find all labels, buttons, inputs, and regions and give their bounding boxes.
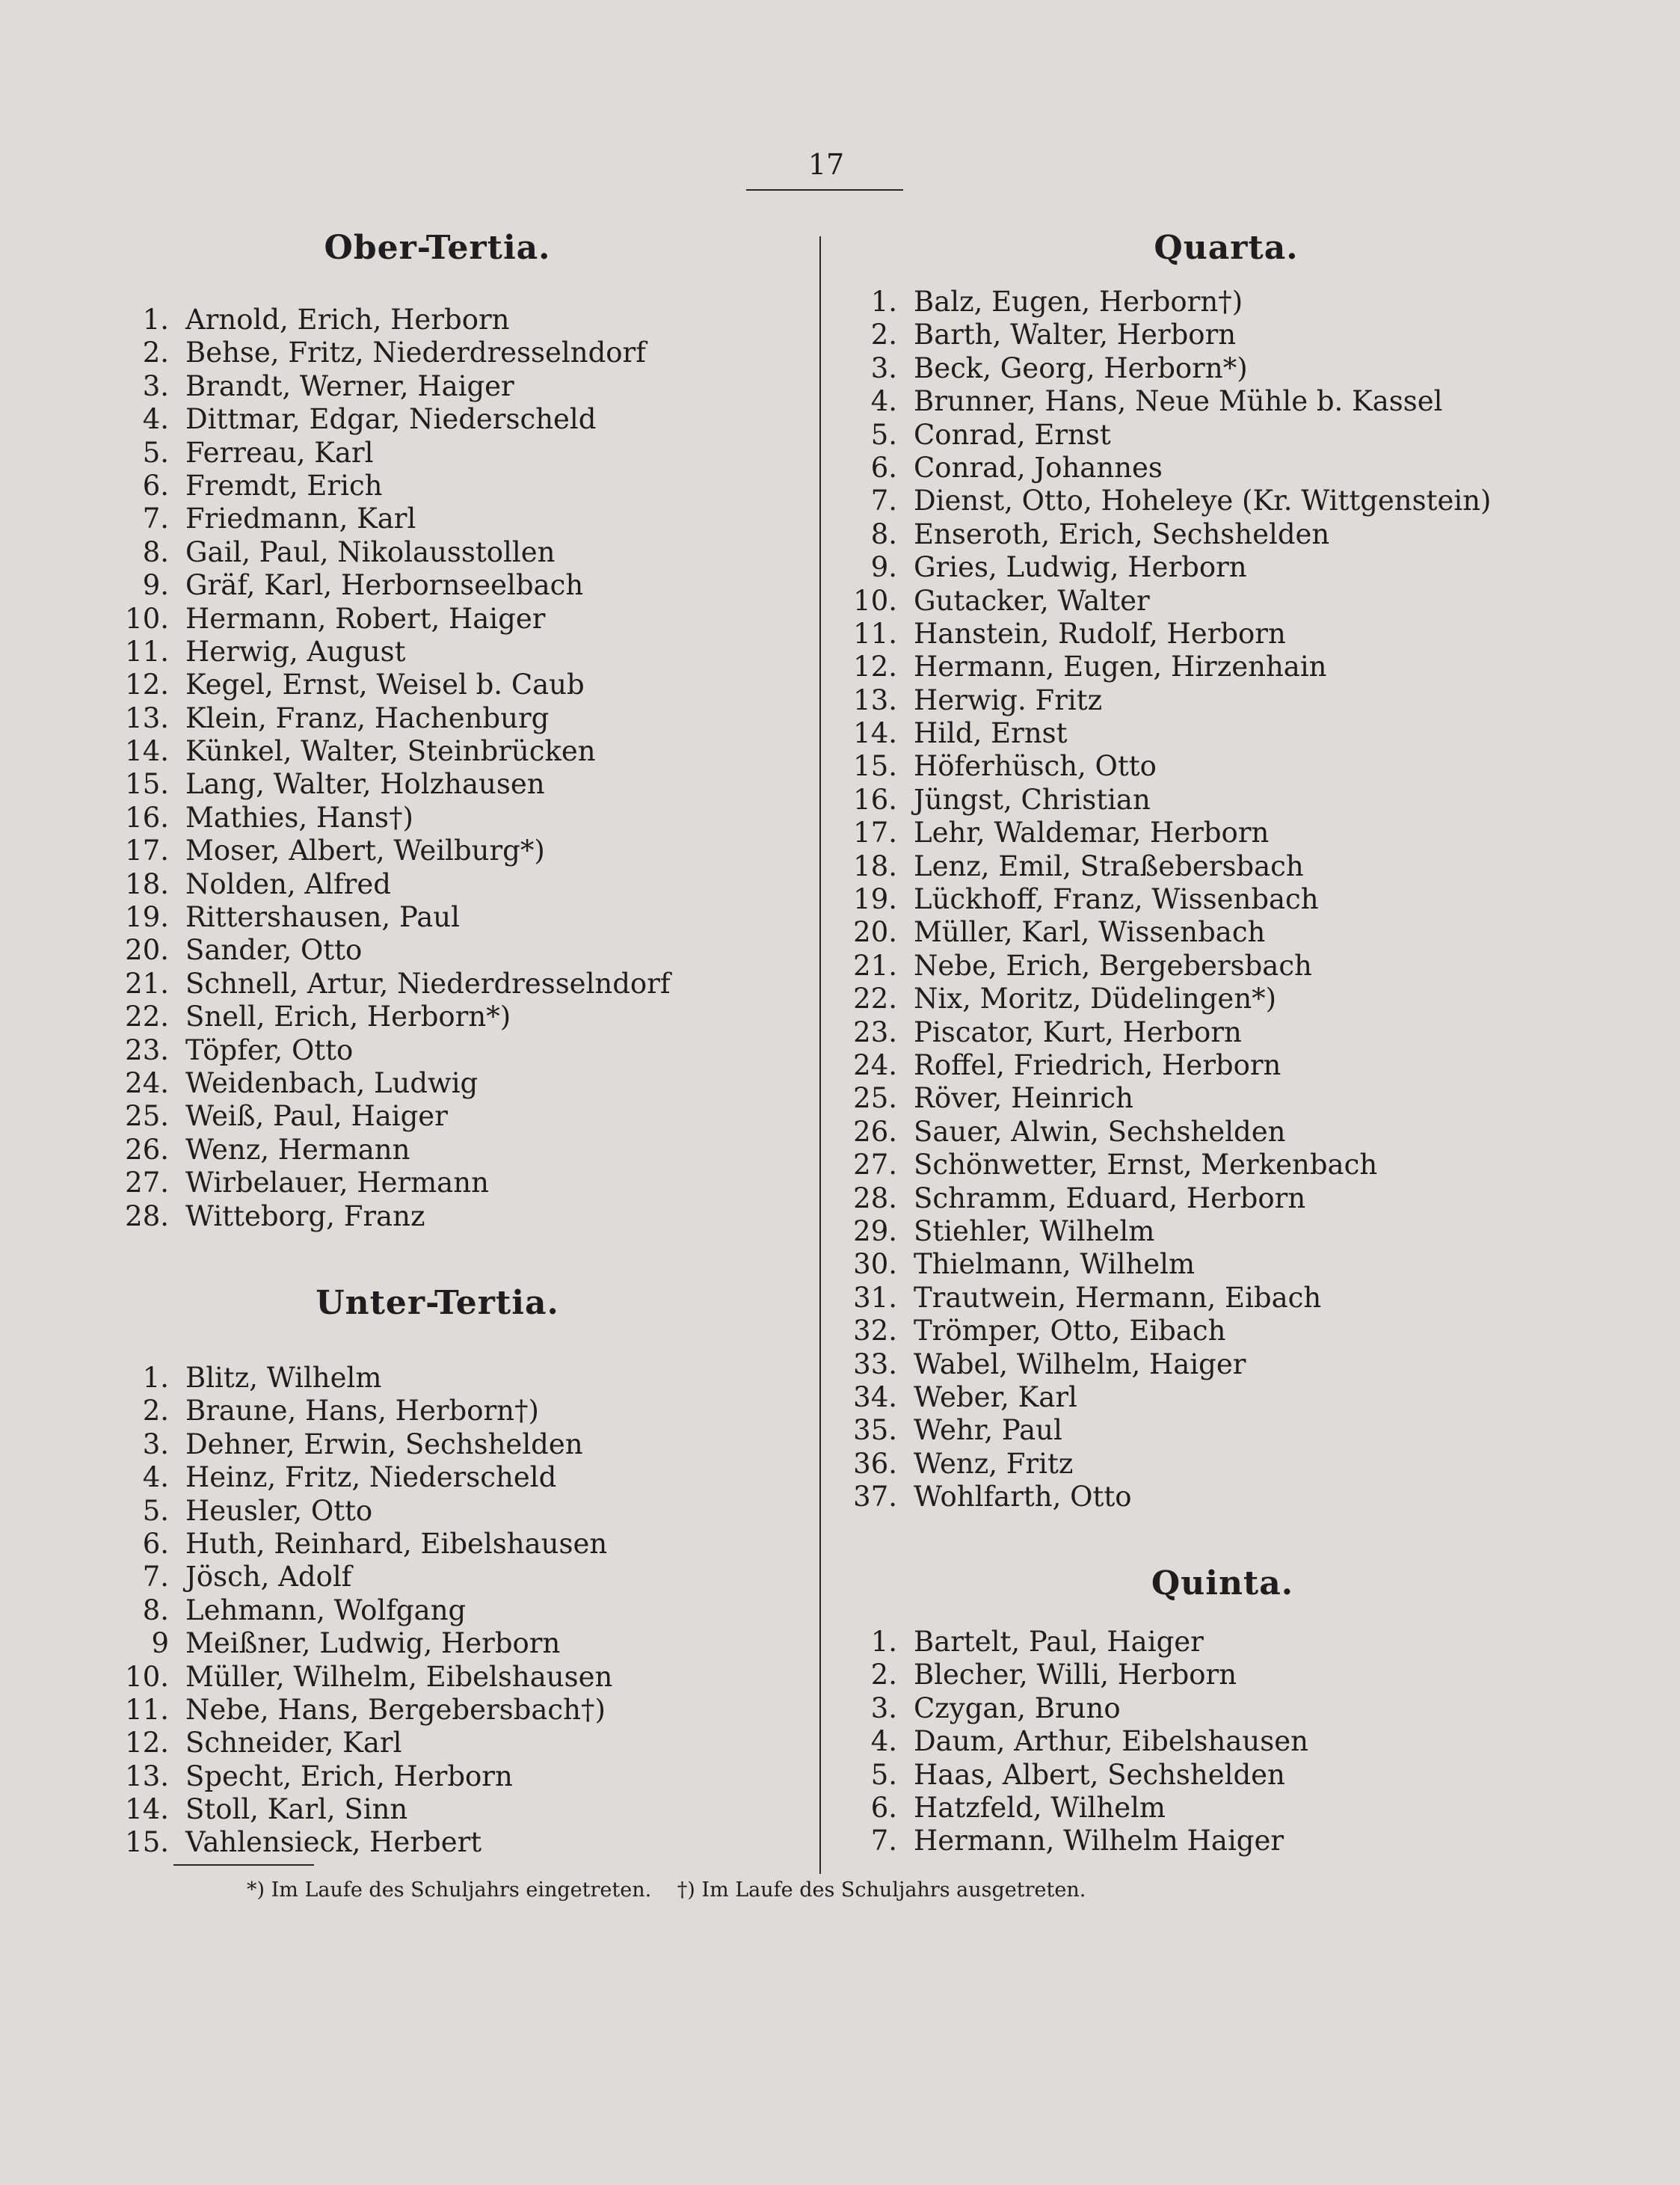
entry-number: 11.: [853, 617, 897, 650]
student-name: Wehr, Paul: [914, 1414, 1062, 1447]
student-entry: [822, 1315, 1645, 1347]
entry-number: 6.: [142, 1527, 169, 1560]
student-name: Moser, Albert, Weilburg*): [185, 835, 545, 867]
student-entry: [822, 750, 1645, 783]
student-entry: [67, 1067, 740, 1100]
student-entry: [822, 319, 1645, 351]
student-name: Snell, Erich, Herborn*): [185, 1001, 511, 1033]
student-entry: [67, 1594, 740, 1627]
student-entry: [67, 669, 740, 701]
footnote-rule: [173, 1864, 314, 1866]
entry-number: 17.: [125, 835, 169, 867]
student-entry: [822, 1182, 1645, 1215]
student-entry: [822, 1659, 1645, 1691]
section-quarta: [822, 229, 1645, 1513]
student-name: Hatzfeld, Wilhelm: [914, 1791, 1166, 1824]
student-entry: [67, 503, 740, 535]
student-name: Stiehler, Wilhelm: [914, 1214, 1155, 1247]
entry-number: 13.: [125, 1760, 169, 1792]
entry-number: 12.: [125, 669, 169, 701]
student-entry: [67, 1661, 740, 1694]
student-entry: [822, 1626, 1645, 1659]
student-entry: [822, 452, 1645, 485]
student-name: Gutacker, Walter: [914, 584, 1150, 617]
student-entry: [67, 968, 740, 1001]
student-name: Beck, Georg, Herborn*): [914, 351, 1248, 384]
student-entry: [67, 1362, 740, 1395]
entry-number: 2.: [142, 336, 169, 369]
entry-number: 1.: [142, 304, 169, 336]
entry-number: 7.: [870, 485, 897, 517]
entry-number: 9: [151, 1627, 169, 1660]
student-entry: [822, 1381, 1645, 1414]
entry-number: 27.: [853, 1149, 897, 1181]
student-name: Ferreau, Karl: [185, 436, 374, 469]
entry-number: 16.: [853, 783, 897, 816]
student-name: Lehmann, Wolfgang: [185, 1594, 467, 1626]
student-name: Dehner, Erwin, Sechshelden: [185, 1428, 583, 1460]
student-entry: [67, 1727, 740, 1760]
student-name: Künkel, Walter, Steinbrücken: [185, 735, 596, 768]
student-entry: [67, 536, 740, 569]
student-name: Hermann, Eugen, Hirzenhain: [914, 651, 1327, 683]
student-name: Friedmann, Karl: [185, 503, 416, 535]
entry-number: 18.: [125, 867, 169, 900]
entry-number: 24.: [853, 1048, 897, 1081]
student-name: Sauer, Alwin, Sechshelden: [914, 1115, 1286, 1148]
student-entry: [822, 1215, 1645, 1248]
student-entry: [822, 385, 1645, 418]
student-name: Sander, Otto: [185, 934, 363, 967]
student-entry: [822, 1149, 1645, 1181]
section-unter-tertia: [67, 1284, 740, 1860]
student-name: Herwig. Fritz: [914, 683, 1103, 716]
student-name: Fremdt, Erich: [185, 469, 383, 502]
student-entry: [67, 901, 740, 934]
student-entry: [67, 802, 740, 835]
student-entry: [822, 1282, 1645, 1315]
entry-number: 5.: [142, 1494, 169, 1527]
student-name: Wabel, Wilhelm, Haiger: [914, 1347, 1246, 1380]
student-list-unter-tertia: [67, 1362, 740, 1860]
footnote-entered: *) Im Laufe des Schuljahrs eingetreten.: [247, 1878, 652, 1902]
column-divider: [819, 236, 821, 1874]
entry-number: 10.: [125, 1660, 169, 1693]
student-entry: [822, 585, 1645, 618]
student-entry: [822, 1448, 1645, 1481]
page-number-rule: [746, 189, 903, 191]
student-name: Nix, Moritz, Düdelingen*): [914, 983, 1277, 1015]
entry-number: 9.: [870, 551, 897, 584]
student-entry: [67, 304, 740, 336]
student-list-ober-tertia: [67, 304, 740, 1233]
student-entry: [67, 470, 740, 503]
student-entry: [67, 636, 740, 669]
entry-number: 2.: [870, 319, 897, 351]
student-name: Gräf, Karl, Herbornseelbach: [185, 569, 584, 602]
entry-number: 33.: [853, 1347, 897, 1380]
student-name: Meißner, Ludwig, Herborn: [185, 1627, 561, 1660]
entry-number: 3.: [870, 1691, 897, 1724]
entry-number: 3.: [870, 351, 897, 384]
entry-number: 21.: [853, 949, 897, 982]
entry-number: 19.: [853, 883, 897, 916]
student-name: Wenz, Hermann: [185, 1133, 410, 1166]
student-entry: [67, 1826, 740, 1859]
entry-number: 28.: [125, 1199, 169, 1232]
student-name: Müller, Karl, Wissenbach: [914, 916, 1266, 949]
student-entry: [822, 916, 1645, 949]
entry-number: 1.: [870, 286, 897, 318]
entry-number: 5.: [870, 1758, 897, 1791]
entry-number: 7.: [142, 1561, 169, 1594]
student-entry: [822, 352, 1645, 385]
student-entry: [67, 1793, 740, 1826]
student-name: Nebe, Hans, Bergebersbach†): [185, 1693, 606, 1726]
entry-number: 16.: [125, 801, 169, 834]
entry-number: 6.: [870, 1791, 897, 1824]
entry-number: 26.: [125, 1133, 169, 1166]
student-name: Heusler, Otto: [185, 1494, 373, 1527]
student-entry: [822, 717, 1645, 750]
student-entry: [67, 1100, 740, 1133]
student-name: Dittmar, Edgar, Niederscheld: [185, 403, 597, 436]
entry-number: 4.: [142, 403, 169, 436]
student-name: Haas, Albert, Sechshelden: [914, 1758, 1285, 1791]
entry-number: 20.: [125, 934, 169, 967]
entry-number: 14.: [125, 1793, 169, 1826]
entry-number: 7.: [142, 503, 169, 535]
section-title-unter-tertia: Unter-Tertia.: [316, 1284, 559, 1322]
student-entry: [67, 1200, 740, 1233]
student-name: Mathies, Hans†): [185, 801, 413, 834]
student-name: Hermann, Wilhelm Haiger: [914, 1825, 1284, 1857]
entry-number: 7.: [870, 1825, 897, 1857]
entry-number: 12.: [125, 1727, 169, 1760]
entry-number: 2.: [142, 1395, 169, 1428]
entry-number: 23.: [853, 1015, 897, 1048]
entry-number: 8.: [142, 535, 169, 568]
student-name: Röver, Heinrich: [914, 1082, 1133, 1115]
student-entry: [67, 1167, 740, 1199]
entry-number: 11.: [125, 1693, 169, 1726]
student-name: Gries, Ludwig, Herborn: [914, 551, 1247, 584]
entry-number: 8.: [142, 1594, 169, 1626]
student-name: Rittershausen, Paul: [185, 901, 460, 934]
student-entry: [67, 934, 740, 967]
entry-number: 31.: [853, 1281, 897, 1314]
entry-number: 28.: [853, 1181, 897, 1214]
student-entry: [67, 702, 740, 735]
student-name: Arnold, Erich, Herborn: [185, 304, 510, 336]
student-list-quarta: [822, 286, 1645, 1513]
section-quinta: [822, 1564, 1645, 1858]
student-entry: [822, 286, 1645, 319]
student-entry: [67, 835, 740, 867]
student-entry: [67, 1627, 740, 1660]
student-name: Bartelt, Paul, Haiger: [914, 1626, 1204, 1658]
entry-number: 18.: [853, 849, 897, 882]
student-entry: [822, 1692, 1645, 1725]
student-entry: [67, 336, 740, 369]
student-name: Kegel, Ernst, Weisel b. Caub: [185, 669, 585, 701]
entry-number: 25.: [853, 1082, 897, 1115]
student-name: Barth, Walter, Herborn: [914, 319, 1237, 351]
student-name: Lang, Walter, Holzhausen: [185, 768, 545, 801]
page-number: 17: [807, 148, 845, 181]
entry-number: 22.: [125, 1001, 169, 1033]
student-name: Klein, Franz, Hachenburg: [185, 701, 550, 734]
section-title-quinta: Quinta.: [1151, 1564, 1294, 1602]
student-entry: [822, 1248, 1645, 1281]
student-name: Dienst, Otto, Hoheleye (Kr. Wittgenstein): [914, 485, 1492, 517]
student-name: Schneider, Karl: [185, 1727, 402, 1760]
student-entry: [67, 1034, 740, 1067]
entry-number: 3.: [142, 1428, 169, 1460]
student-entry: [822, 485, 1645, 517]
entry-number: 22.: [853, 983, 897, 1015]
entry-number: 4.: [870, 1725, 897, 1758]
student-entry: [822, 1414, 1645, 1447]
student-name: Jüngst, Christian: [914, 783, 1151, 816]
student-name: Lehr, Waldemar, Herborn: [914, 817, 1270, 849]
student-entry: [67, 735, 740, 768]
footnotes: [247, 1878, 1105, 1902]
student-entry: [822, 817, 1645, 849]
entry-number: 24.: [125, 1066, 169, 1099]
student-entry: [822, 1116, 1645, 1149]
student-name: Herwig, August: [185, 635, 406, 668]
student-name: Balz, Eugen, Herborn†): [914, 286, 1243, 318]
student-name: Vahlensieck, Herbert: [185, 1826, 482, 1859]
entry-number: 19.: [125, 901, 169, 934]
student-name: Conrad, Johannes: [914, 451, 1163, 484]
entry-number: 1.: [870, 1626, 897, 1658]
entry-number: 4.: [870, 385, 897, 418]
student-entry: [822, 1016, 1645, 1049]
student-name: Weiß, Paul, Haiger: [185, 1100, 448, 1133]
entry-number: 5.: [870, 418, 897, 451]
student-entry: [67, 1395, 740, 1428]
entry-number: 14.: [853, 717, 897, 750]
student-entry: [822, 618, 1645, 651]
entry-number: 6.: [142, 469, 169, 502]
student-name: Stoll, Karl, Sinn: [185, 1793, 408, 1826]
section-title-quarta: Quarta.: [1154, 229, 1299, 267]
student-name: Wirbelauer, Hermann: [185, 1167, 489, 1199]
entry-number: 34.: [853, 1380, 897, 1413]
entry-number: 1.: [142, 1362, 169, 1394]
student-name: Hild, Ernst: [914, 717, 1068, 750]
entry-number: 10.: [125, 602, 169, 635]
entry-number: 10.: [853, 584, 897, 617]
student-entry: [822, 518, 1645, 551]
student-entry: [822, 784, 1645, 817]
section-title-ober-tertia: Ober-Tertia.: [324, 229, 551, 267]
student-name: Behse, Fritz, Niederdresselndorf: [185, 336, 646, 369]
entry-number: 15.: [125, 768, 169, 801]
student-name: Lückhoff, Franz, Wissenbach: [914, 883, 1319, 916]
student-list-quinta: [822, 1626, 1645, 1858]
student-entry: [822, 1481, 1645, 1513]
student-name: Schönwetter, Ernst, Merkenbach: [914, 1149, 1378, 1181]
student-name: Schnell, Artur, Niederdresselndorf: [185, 967, 671, 1000]
student-name: Höferhüsch, Otto: [914, 750, 1157, 783]
student-name: Schramm, Eduard, Herborn: [914, 1181, 1306, 1214]
student-name: Trautwein, Hermann, Eibach: [914, 1281, 1322, 1314]
student-entry: [822, 1725, 1645, 1758]
entry-number: 3.: [142, 369, 169, 402]
entry-number: 17.: [853, 817, 897, 849]
student-entry: [822, 1759, 1645, 1792]
student-entry: [822, 950, 1645, 983]
student-name: Daum, Arthur, Eibelshausen: [914, 1725, 1308, 1758]
student-name: Enseroth, Erich, Sechshelden: [914, 517, 1330, 550]
student-entry: [822, 551, 1645, 584]
student-name: Piscator, Kurt, Herborn: [914, 1015, 1242, 1048]
entry-number: 15.: [853, 750, 897, 783]
student-name: Roffel, Friedrich, Herborn: [914, 1048, 1281, 1081]
student-entry: [67, 1760, 740, 1793]
entry-number: 5.: [142, 436, 169, 469]
entry-number: 21.: [125, 967, 169, 1000]
entry-number: 32.: [853, 1315, 897, 1347]
student-name: Blecher, Willi, Herborn: [914, 1659, 1237, 1691]
student-name: Blitz, Wilhelm: [185, 1362, 382, 1394]
entry-number: 30.: [853, 1248, 897, 1281]
footnote-left: †) Im Laufe des Schuljahrs ausgetreten.: [677, 1878, 1086, 1902]
student-entry: [67, 603, 740, 636]
student-entry: [822, 684, 1645, 717]
student-entry: [822, 1825, 1645, 1857]
student-entry: [67, 1495, 740, 1528]
entry-number: 14.: [125, 735, 169, 768]
student-name: Gail, Paul, Nikolausstollen: [185, 535, 556, 568]
student-name: Braune, Hans, Herborn†): [185, 1395, 539, 1428]
student-name: Müller, Wilhelm, Eibelshausen: [185, 1660, 613, 1693]
student-name: Weber, Karl: [914, 1380, 1077, 1413]
student-name: Wohlfarth, Otto: [914, 1481, 1132, 1513]
student-entry: [67, 1428, 740, 1461]
entry-number: 9.: [142, 569, 169, 602]
student-name: Czygan, Bruno: [914, 1691, 1121, 1724]
section-ober-tertia: [67, 229, 740, 1233]
student-name: Brunner, Hans, Neue Mühle b. Kassel: [914, 385, 1443, 418]
student-name: Conrad, Ernst: [914, 418, 1111, 451]
student-name: Nolden, Alfred: [185, 867, 391, 900]
entry-number: 6.: [870, 451, 897, 484]
entry-number: 13.: [125, 701, 169, 734]
student-name: Hermann, Robert, Haiger: [185, 602, 546, 635]
student-entry: [822, 983, 1645, 1015]
student-entry: [67, 1001, 740, 1033]
student-name: Nebe, Erich, Bergebersbach: [914, 949, 1312, 982]
student-entry: [67, 569, 740, 602]
student-name: Töpfer, Otto: [185, 1033, 354, 1066]
student-entry: [822, 883, 1645, 916]
student-name: Wenz, Fritz: [914, 1447, 1074, 1480]
entry-number: 20.: [853, 916, 897, 949]
student-name: Thielmann, Wilhelm: [914, 1248, 1196, 1281]
entry-number: 13.: [853, 683, 897, 716]
entry-number: 27.: [125, 1167, 169, 1199]
entry-number: 26.: [853, 1115, 897, 1148]
student-entry: [67, 1528, 740, 1561]
entry-number: 4.: [142, 1461, 169, 1494]
student-entry: [67, 768, 740, 801]
student-entry: [67, 403, 740, 436]
entry-number: 23.: [125, 1033, 169, 1066]
entry-number: 12.: [853, 651, 897, 683]
student-entry: [67, 437, 740, 470]
student-entry: [67, 1694, 740, 1727]
entry-number: 2.: [870, 1659, 897, 1691]
student-entry: [822, 1049, 1645, 1082]
student-name: Hanstein, Rudolf, Herborn: [914, 617, 1286, 650]
student-name: Huth, Reinhard, Eibelshausen: [185, 1527, 608, 1560]
entry-number: 37.: [853, 1481, 897, 1513]
entry-number: 29.: [853, 1214, 897, 1247]
student-name: Witteborg, Franz: [185, 1199, 425, 1232]
student-name: Lenz, Emil, Straßebersbach: [914, 849, 1304, 882]
student-entry: [822, 1082, 1645, 1115]
student-entry: [67, 868, 740, 901]
entry-number: 11.: [125, 635, 169, 668]
entry-number: 15.: [125, 1826, 169, 1859]
student-name: Brandt, Werner, Haiger: [185, 369, 514, 402]
student-entry: [822, 419, 1645, 452]
student-name: Trömper, Otto, Eibach: [914, 1315, 1226, 1347]
entry-number: 35.: [853, 1414, 897, 1447]
student-entry: [822, 1348, 1645, 1381]
student-name: Weidenbach, Ludwig: [185, 1066, 479, 1099]
student-entry: [67, 1461, 740, 1494]
student-entry: [822, 651, 1645, 683]
entry-number: 8.: [870, 517, 897, 550]
student-entry: [67, 370, 740, 403]
student-name: Heinz, Fritz, Niederscheld: [185, 1461, 557, 1494]
student-name: Specht, Erich, Herborn: [185, 1760, 513, 1792]
entry-number: 25.: [125, 1100, 169, 1133]
student-entry: [822, 1792, 1645, 1825]
student-entry: [67, 1134, 740, 1167]
student-entry: [67, 1561, 740, 1594]
student-entry: [822, 850, 1645, 883]
student-name: Jösch, Adolf: [185, 1561, 352, 1594]
entry-number: 36.: [853, 1447, 897, 1480]
